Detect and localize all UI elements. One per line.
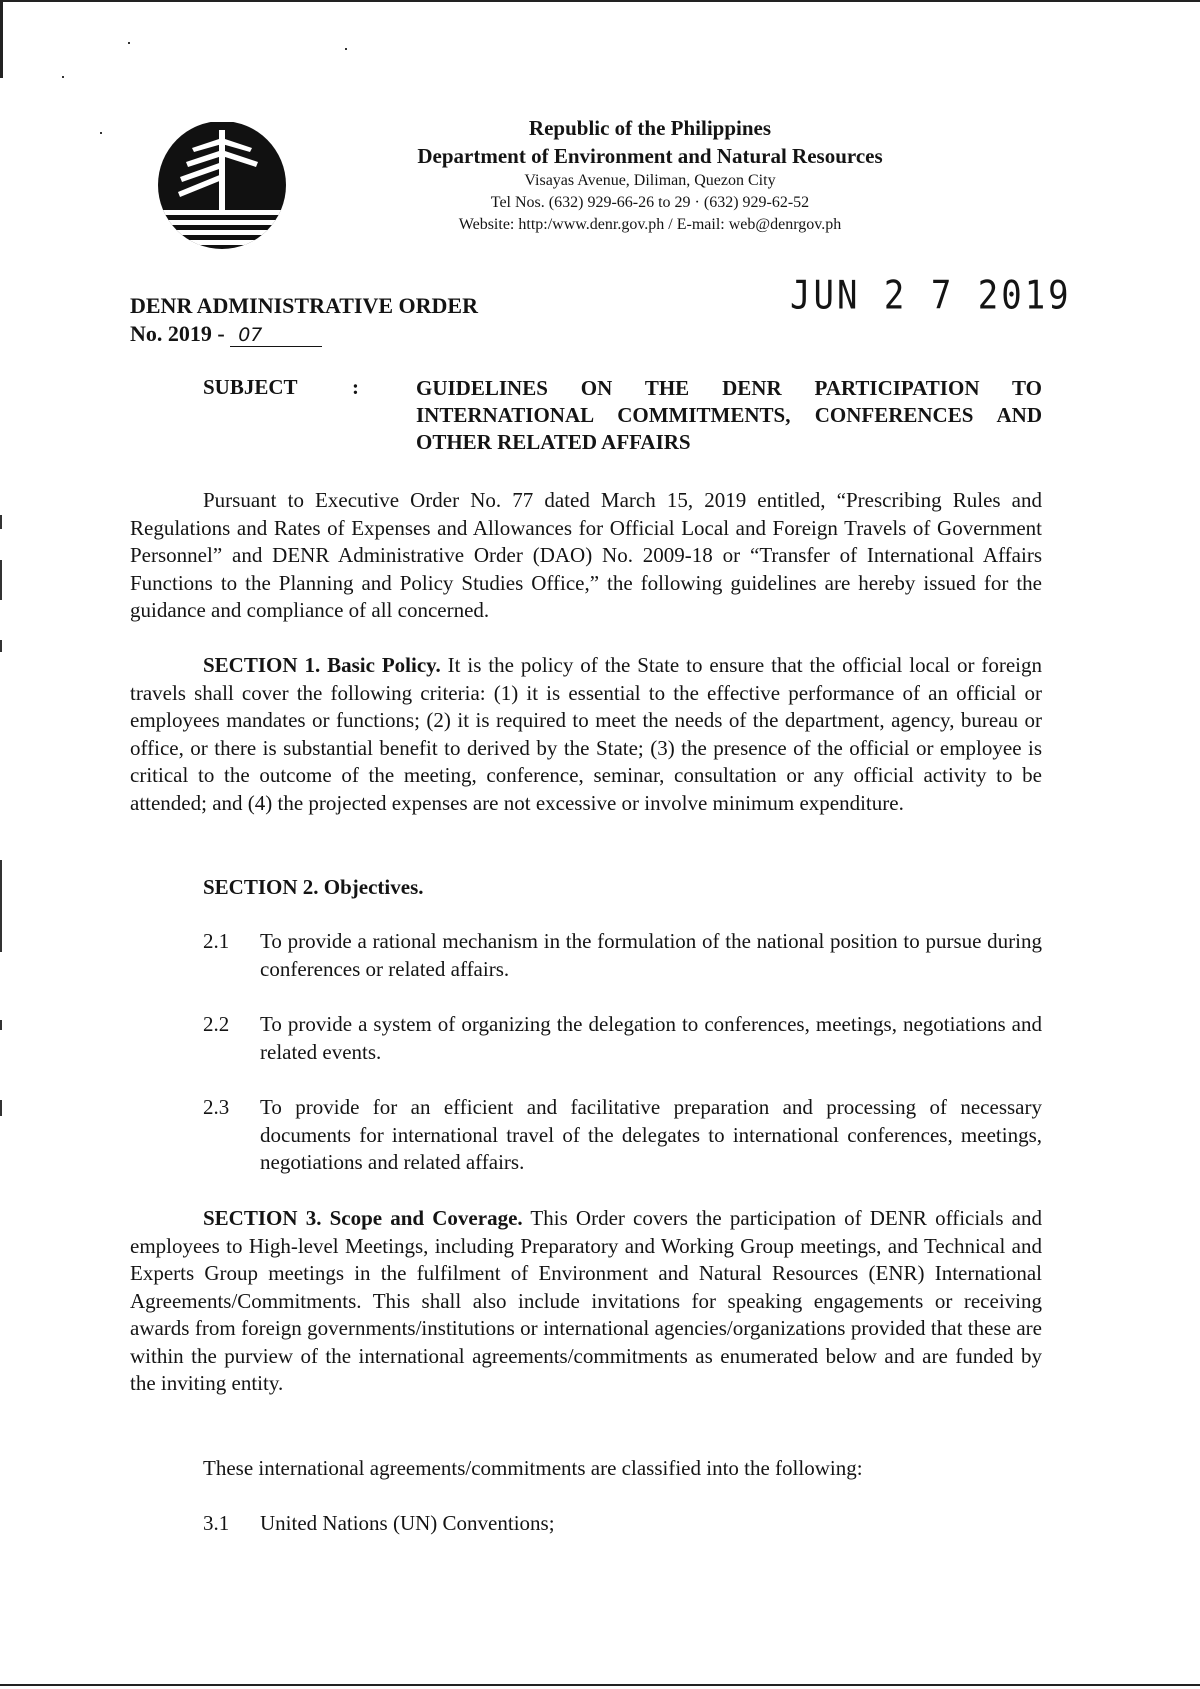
list-item [203,1094,1042,1177]
scan-edge-mark [0,640,2,652]
subject-colon: : [352,375,359,399]
classification-intro: These international agreements/commitments are classified into the following: [203,1456,863,1480]
list-item [203,1510,1042,1538]
order-number [130,320,322,347]
scan-edge-top [0,0,1200,2]
list-item-text: To provide for an efficient and facilitative preparation and processing of necessary documents for international travel of the delegates to international conferences, meetings, negotiations and related affairs. [260,1095,1042,1174]
list-item [203,928,1042,983]
letterhead-republic: Republic of the Philippines [528,116,772,140]
order-number-label: No. 2019 - [130,321,225,346]
scan-edge-bottom [0,1684,1200,1686]
section-1-text: It is the policy of the State to ensure that the official local or foreign travels shall cover the following criteria: (1) it is essential to the effective performance of an official or employees mandates or functions; (2) it is required to meet the needs of the department, agency, bureau or office, or there is substantial benefit to derived by the State; (3) the presence of the official or employee is critical to the outcome of the meeting, conference, seminar, consultation or any official activity to be attended; and (4) the projected expenses are not excessive or involve minimum expenditure. [130,653,1042,815]
intro-paragraph: Pursuant to Executive Order No. 77 dated March 15, 2019 entitled, “Prescribing Rules and Regulations and Rates of Expenses and Allowances for Official Local and Foreign Travels of Government Personnel” and DENR Administrative Order (DAO) No. 2009-18 or “Transfer of International Affairs Functions to the Planning and Policy Studies Office,” the following guidelines are hereby issued for the guidance and compliance of all concerned. [130,488,1042,622]
scan-speck [100,132,102,134]
section-3-paragraph [130,1205,1042,1398]
letterhead-address: Visayas Avenue, Diliman, Quezon City [524,172,776,189]
scan-edge-mark [0,1020,2,1030]
list-item [203,1011,1042,1066]
list-item-text: To provide a system of organizing the delegation to conferences, meetings, negotiations and related events. [260,1012,1042,1064]
letterhead-website: Website: http:/www.denr.gov.ph / E-mail: web@denrgov.ph [458,216,842,233]
list-item-number: 3.1 [203,1511,230,1535]
scan-edge-mark [0,860,2,952]
section-3-text: This Order covers the participation of DENR officials and employees to High-level Meetings, including Preparatory and Working Group meetings, and Technical and Experts Group meetings in the fulfilment of Environment and Natural Resources (ENR) International Agreements/Commitments. This shall also include invitations for speaking engagements or receiving awards from foreign governments/institutions or international agencies/organizations provided that these are within the purview of the international agreements/commitments as enumerated below and are funded by the inviting entity. [130,1206,1042,1395]
list-item-text: United Nations (UN) Conventions; [260,1511,555,1535]
section-3-heading: SECTION 3. Scope and Coverage. [203,1206,523,1230]
scan-edge-mark [0,560,2,600]
list-item-number: 2.3 [203,1095,230,1119]
order-number-value: 07 [230,324,322,347]
section-2-heading: SECTION 2. Objectives. [203,875,424,899]
section-1-paragraph [130,652,1042,817]
date-stamp: JUN 2 7 2019 [790,273,1072,319]
letterhead-department: Department of Environment and Natural Resources [417,144,883,168]
denr-logo [152,122,292,252]
section-1-heading: SECTION 1. Basic Policy. [203,653,441,677]
scan-edge-mark [0,515,2,529]
list-item-number: 2.2 [203,1012,230,1036]
scan-speck [62,76,64,78]
list-item-number: 2.1 [203,929,230,953]
scan-speck [128,42,130,44]
scan-edge-left [0,0,3,78]
letterhead [370,114,930,236]
scan-speck [345,48,347,50]
letterhead-telephone: Tel Nos. (632) 929-66-26 to 29 · (632) 929-62-52 [490,194,810,211]
scan-edge-mark [0,1100,2,1116]
subject-label: SUBJECT [203,375,298,399]
subject-text: GUIDELINES ON THE DENR PARTICIPATION TO INTERNATIONAL COMMITMENTS, CONFERENCES AND OTHER RELATED AFFAIRS [416,376,1042,454]
order-title: DENR ADMINISTRATIVE ORDER [130,293,478,318]
list-item-text: To provide a rational mechanism in the formulation of the national position to pursue during conferences or related affairs. [260,929,1042,981]
